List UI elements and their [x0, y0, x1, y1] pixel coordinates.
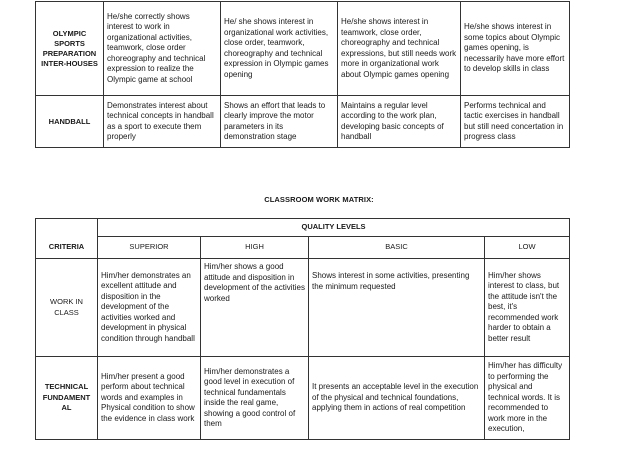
cell-handball-high: Shows an effort that leads to clearly improve the motor parameters in its demonstration stage — [221, 96, 338, 148]
quality-levels-header: QUALITY LEVELS — [98, 219, 570, 237]
cell-work-basic: Shows interest in some activities, presenting the minimum requested — [309, 259, 485, 357]
level-header-high: HIGH — [201, 237, 309, 259]
cell-handball-superior: Demonstrates interest about technical concepts in handball as a sport to execute them properly — [104, 96, 221, 148]
criteria-header-spacer — [36, 219, 98, 237]
matrix-title: CLASSROOM WORK MATRIX: — [264, 195, 374, 204]
quality-levels-row — [36, 219, 570, 237]
criterion-technical-fundamental: TECHNICAL FUNDAMENT AL — [36, 357, 98, 440]
cell-olympic-high: He/ she shows interest in organizational work activities, close order, teamwork, choreography and technical expression in Olympic games opening — [221, 2, 338, 96]
cell-work-superior: Him/her demonstrates an excellent attitude and disposition in the development of the activities worked and development in physical condition through handball — [98, 259, 201, 357]
cell-olympic-low: He/she shows interest in some topics about Olympic games opening, is necessarily have more effort to develop skills in class — [461, 2, 570, 96]
classroom-work-matrix-table — [35, 218, 570, 440]
cell-technical-basic: It presents an acceptable level in the execution of the physical and technical foundations, applying them in actions of real competition — [309, 357, 485, 440]
criterion-work-in-class: WORK IN CLASS — [36, 259, 98, 357]
table-row — [36, 357, 570, 440]
table-row — [36, 2, 570, 96]
cell-work-low: Him/her shows interest to class, but the attitude isn't the best, it's recommended work harder to obtain a better result — [485, 259, 570, 357]
cell-handball-low: Performs technical and tactic exercises in handball but still need concertation in progress class — [461, 96, 570, 148]
cell-handball-basic: Maintains a regular level according to the work plan, developing basic concepts of handball — [338, 96, 461, 148]
level-header-superior: SUPERIOR — [98, 237, 201, 259]
level-header-basic: BASIC — [309, 237, 485, 259]
cell-technical-low: Him/her has difficulty to performing the physical and technical words. It is recommended to work more in the execution, — [485, 357, 570, 440]
cell-olympic-basic: He/she shows interest in teamwork, close order, choreography and technical expressions, but still needs work more in organizational work about Olympic games opening — [338, 2, 461, 96]
cell-technical-high: Him/her demonstrates a good level in execution of technical fundamentals inside the real game, showing a good control of them — [201, 357, 309, 440]
cell-technical-superior: Him/her present a good perform about technical words and examples in Physical condition to show the evidence in class work — [98, 357, 201, 440]
cell-olympic-superior: He/she correctly shows interest to work in organizational activities, teamwork, close order choreography and technical expression to realize the Olympic game at school — [104, 2, 221, 96]
level-header-low: LOW — [485, 237, 570, 259]
levels-header-row — [36, 237, 570, 259]
cell-work-high: Him/her shows a good attitude and disposition in development of the activities worked — [201, 259, 309, 357]
table-row — [36, 96, 570, 148]
criteria-header: CRITERIA — [36, 237, 98, 259]
olympic-handball-rubric-table — [35, 1, 570, 148]
criterion-olympic: OLYMPIC SPORTS PREPARATION INTER-HOUSES — [36, 2, 104, 96]
table-row — [36, 259, 570, 357]
criterion-handball: HANDBALL — [36, 96, 104, 148]
